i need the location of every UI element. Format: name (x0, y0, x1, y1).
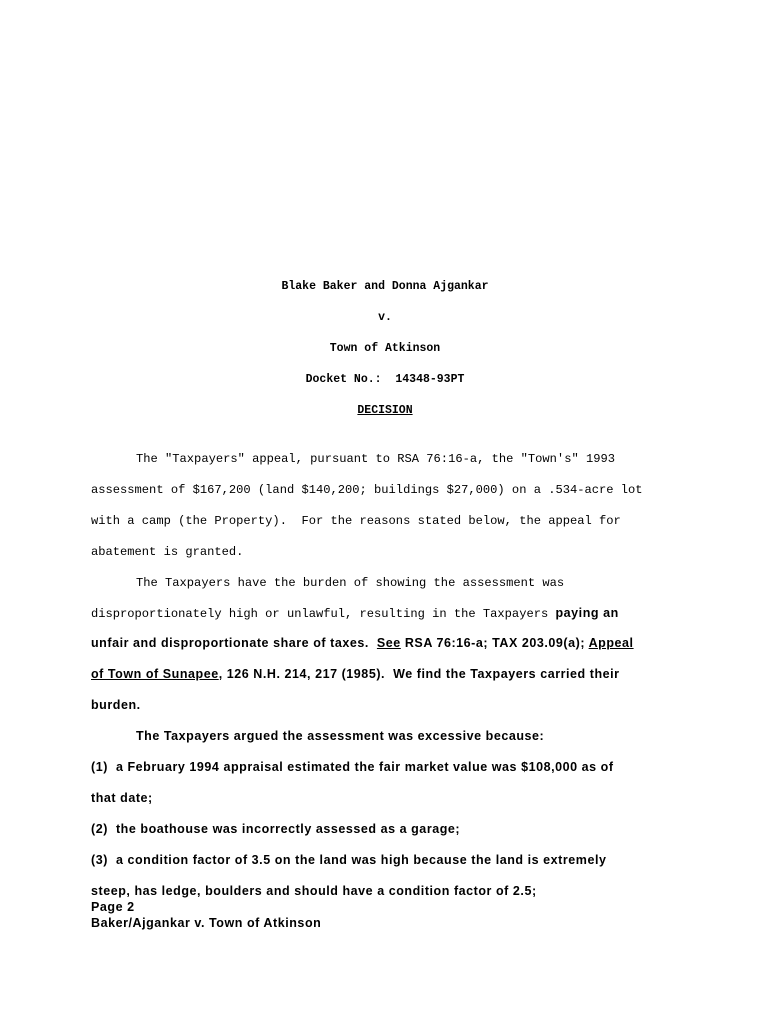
list-item-2: (2) the boathouse was incorrectly assessed as a garage; (91, 822, 461, 836)
p1-line3: with a camp (the Property). For the reasons stated below, the appeal for (91, 514, 621, 528)
docket-label: Docket No.: (305, 373, 382, 386)
p2-line3-a: unfair and disproportionate share of taxes. (91, 636, 377, 650)
citation-see: See (376, 636, 401, 650)
p2-line3-b: RSA 76:16-a; TAX 203.09(a); (400, 636, 589, 650)
decision-heading-text: DECISION (357, 404, 413, 417)
decision-heading (0, 404, 770, 418)
caption-parties-2: Town of Atkinson (329, 342, 441, 355)
p1-line4: abatement is granted. (91, 545, 244, 559)
docket-number: 14348-93PT (395, 373, 465, 386)
p2-line1: The Taxpayers have the burden of showing the assessment was (136, 576, 565, 590)
page-number: Page 2 (91, 900, 135, 914)
docket-line (0, 373, 770, 387)
list-item-3-line1: (3) a condition factor of 3.5 on the land was high because the land is extremely (91, 853, 607, 867)
p3-line1: The Taxpayers argued the assessment was excessive because: (136, 729, 545, 743)
p2-line2-mono: disproportionately high or unlawful, resulting in the Taxpayers (91, 607, 556, 621)
p2-line2-sans: paying an (555, 606, 619, 620)
caption-parties-1: Blake Baker and Donna Ajgankar (281, 280, 489, 293)
list-item-1-line2: that date; (91, 791, 153, 805)
p2-line4-b: , 126 N.H. 214, 217 (1985). We find the Taxpayers carried their (218, 667, 620, 681)
case-name-appeal: Appeal (588, 636, 634, 650)
p1-line2: assessment of $167,200 (land $140,200; buildings $27,000) on a .534-acre lot (91, 483, 643, 497)
p1-line1: The "Taxpayers" appeal, pursuant to RSA 76:16-a, the "Town's" 1993 (136, 452, 615, 466)
caption-versus: v. (378, 311, 392, 324)
p2-line4 (91, 667, 620, 682)
list-item-1-line1: (1) a February 1994 appraisal estimated the fair market value was $108,000 as of (91, 760, 614, 774)
case-name-sunapee: of Town of Sunapee (91, 667, 219, 681)
p2-line5: burden. (91, 698, 141, 712)
running-title: Baker/Ajgankar v. Town of Atkinson (91, 916, 322, 930)
list-item-3-line2: steep, has ledge, boulders and should have a condition factor of 2.5; (91, 884, 537, 898)
p2-line2 (91, 606, 619, 621)
p2-line3 (91, 636, 634, 651)
